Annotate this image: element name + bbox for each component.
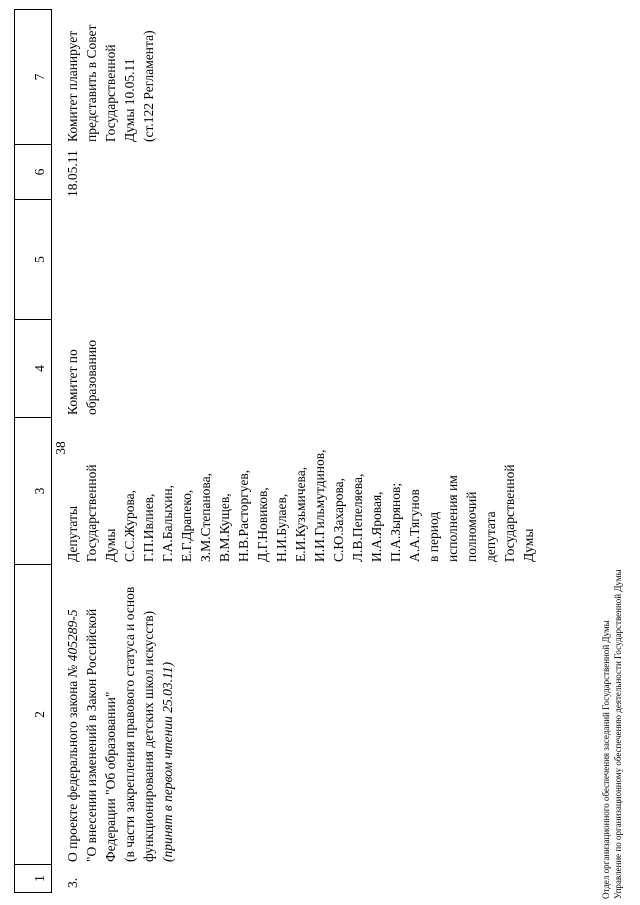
authors-line: Думы	[521, 528, 536, 562]
authors-line: Н.В.Расторгуев,	[236, 469, 251, 562]
authors-line: И.И.Гильмутдинов,	[312, 449, 327, 562]
header-cell-2: 2	[15, 565, 51, 865]
notes-line: Комитет планирует	[65, 30, 80, 142]
bill-title-line: Федерации "Об образовании"	[103, 691, 118, 862]
bill-number: № 405289-5	[65, 609, 80, 678]
bill-title-line: функционирования детских школ искусств)	[141, 610, 156, 862]
authors-line: Л.В.Пепеляева,	[350, 473, 365, 562]
notes-cell	[63, 25, 158, 142]
authors-line: Е.И.Кузьмичева,	[293, 466, 308, 562]
authors-line: Г.П.Ивлиев,	[141, 493, 156, 562]
row-number-cell	[63, 878, 82, 888]
authors-line: В.М.Кущев,	[217, 493, 232, 562]
bill-cell	[63, 587, 177, 862]
footer-department: Отдел организационного обеспечения заседаний Государственной Думы	[601, 620, 611, 899]
bill-title-line: "О внесении изменений в Закон Российской	[84, 608, 99, 862]
authors-line: в период	[426, 511, 441, 562]
bill-title-line: (в части закрепления правового статуса и основ	[122, 586, 137, 862]
committee-cell	[63, 340, 101, 415]
header-cell-7: 7	[15, 10, 51, 145]
date-cell	[63, 150, 82, 197]
authors-line: С.С.Журова,	[122, 489, 137, 562]
page-footer	[600, 569, 624, 899]
notes-line: Государственной	[103, 44, 118, 142]
authors-line: Г.А.Балыхин,	[160, 484, 175, 562]
authors-line: Государственной	[84, 464, 99, 562]
footer-directorate: Управление по организационному обеспечению деятельности Государственной Думы	[613, 569, 623, 899]
authors-line: А.А.Тягунов	[407, 489, 422, 562]
authors-line: депутата	[483, 511, 498, 562]
committee-line: образованию	[84, 339, 99, 415]
authors-line: П.А.Зырянов;	[388, 482, 403, 562]
authors-line: Д.Г.Новиков,	[255, 487, 270, 562]
header-cell-4: 4	[15, 320, 51, 418]
authors-line: Государственной	[502, 464, 517, 562]
header-cell-6: 6	[15, 145, 51, 200]
header-cell-5: 5	[15, 200, 51, 320]
notes-line: представить в Совет	[84, 24, 99, 142]
committee-line: Комитет по	[65, 349, 80, 415]
authors-line: Депутаты	[65, 505, 80, 562]
authors-line: С.Ю.Захарова,	[331, 477, 346, 562]
authors-line: З.М.Степанова,	[198, 473, 213, 562]
page-number: 38	[53, 441, 68, 455]
authors-line: исполнения им	[445, 475, 460, 562]
authors-line: Н.И.Булаев,	[274, 493, 289, 562]
bill-title-prefix: О проекте федерального закона	[65, 680, 80, 862]
header-cell-1: 1	[32, 875, 47, 882]
authors-line: полномочий	[464, 491, 479, 562]
date: 18.05.11	[65, 150, 80, 197]
bill-status: (принят в первом чтении 25.03.11)	[160, 662, 175, 862]
header-cell-3: 3	[15, 418, 51, 565]
bill-title-line	[63, 587, 82, 862]
authors-line: Е.Г.Драпеко,	[179, 489, 194, 562]
authors-line: И.А.Яровая,	[369, 491, 384, 562]
table-header-row	[14, 9, 52, 893]
authors-line: Думы	[103, 528, 118, 562]
authors-cell	[63, 450, 538, 563]
notes-line: Думы 10.05.11	[122, 58, 137, 142]
row-number: 3.	[65, 877, 80, 888]
notes-line: (ст.122 Регламента)	[141, 30, 156, 142]
